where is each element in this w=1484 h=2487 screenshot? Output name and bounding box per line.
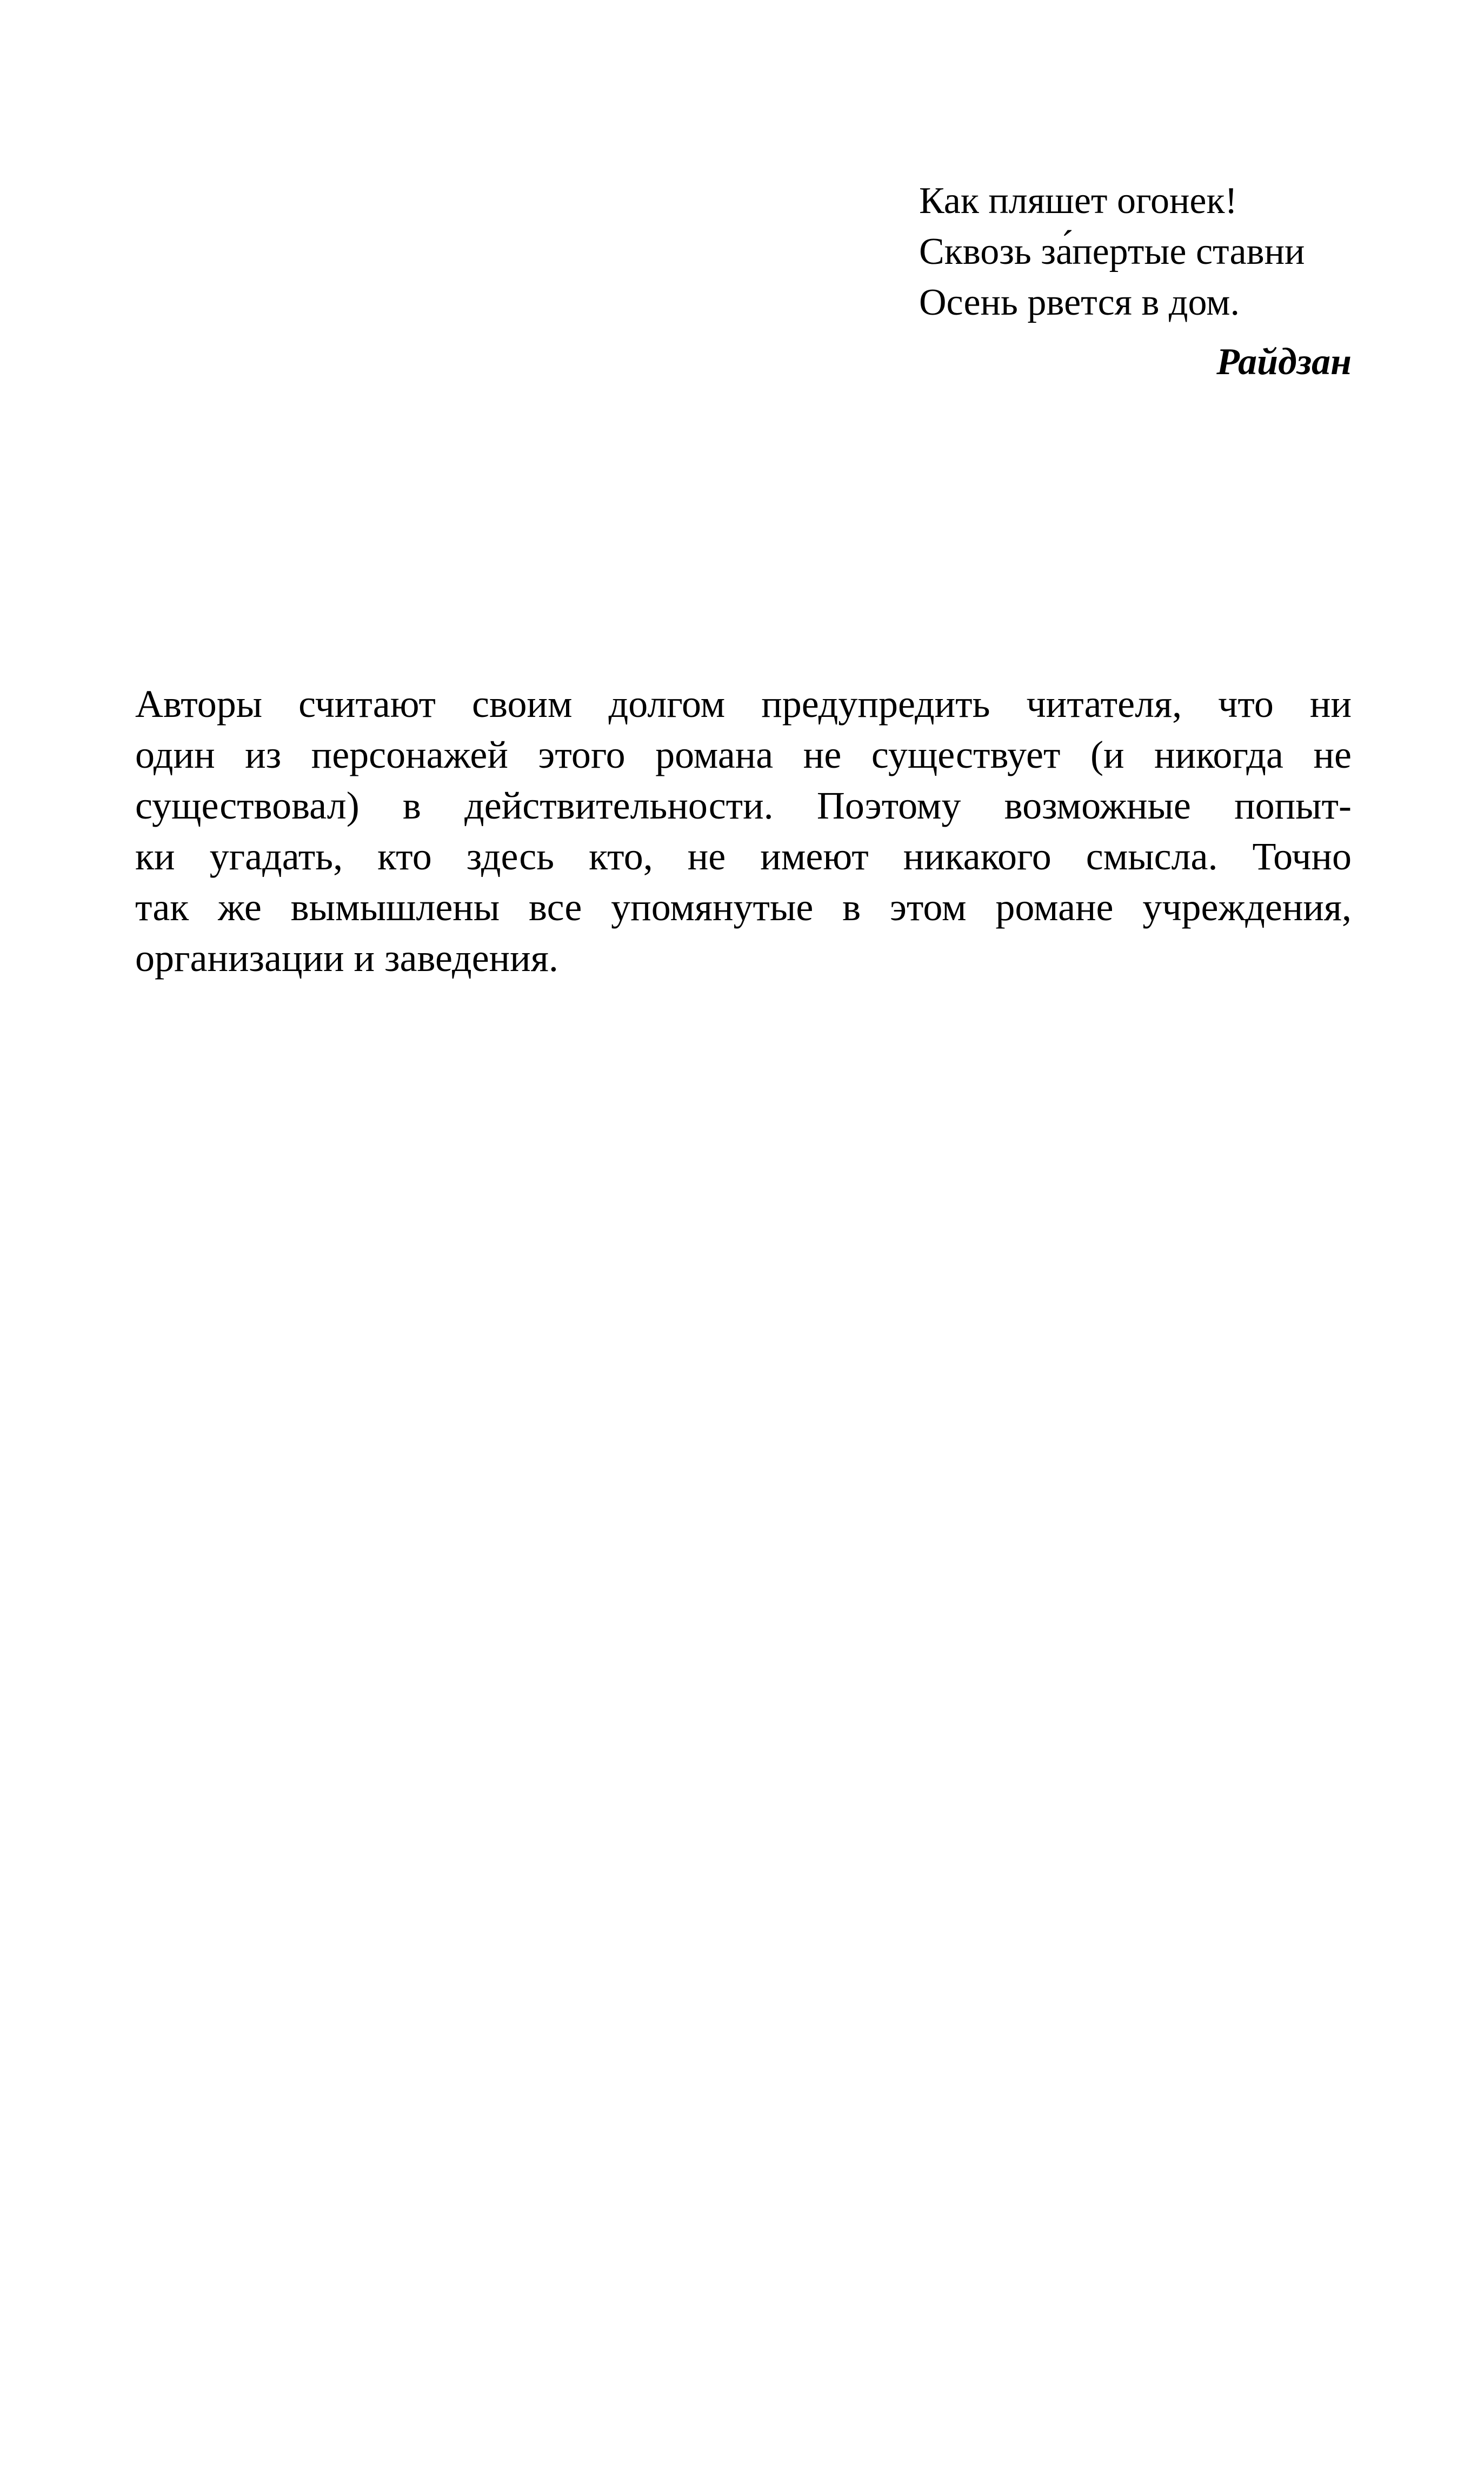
disclaimer-line: организации и заведения.	[135, 936, 558, 980]
epigraph-line: Осень рвется в дом.	[919, 282, 1240, 323]
disclaimer-paragraph	[135, 679, 1352, 983]
disclaimer-line: существовал) в действительности. Поэтому возможные попыт-	[135, 784, 1352, 827]
epigraph	[919, 176, 1362, 388]
disclaimer-line: так же вымышлены все упомянутые в этом романе учреждения,	[135, 886, 1352, 929]
disclaimer-line: один из персонажей этого романа не существует (и никогда не	[135, 733, 1352, 776]
epigraph-author: Райдзан	[1216, 341, 1352, 383]
epigraph-line: Как пляшет огонек!	[919, 180, 1237, 222]
disclaimer-line: ки угадать, кто здесь кто, не имеют никакого смысла. Точно	[135, 835, 1352, 878]
disclaimer-line: Авторы считают своим долгом предупредить читателя, что ни	[135, 682, 1352, 726]
epigraph-line: Сквозь за́пертые ставни	[919, 231, 1305, 272]
